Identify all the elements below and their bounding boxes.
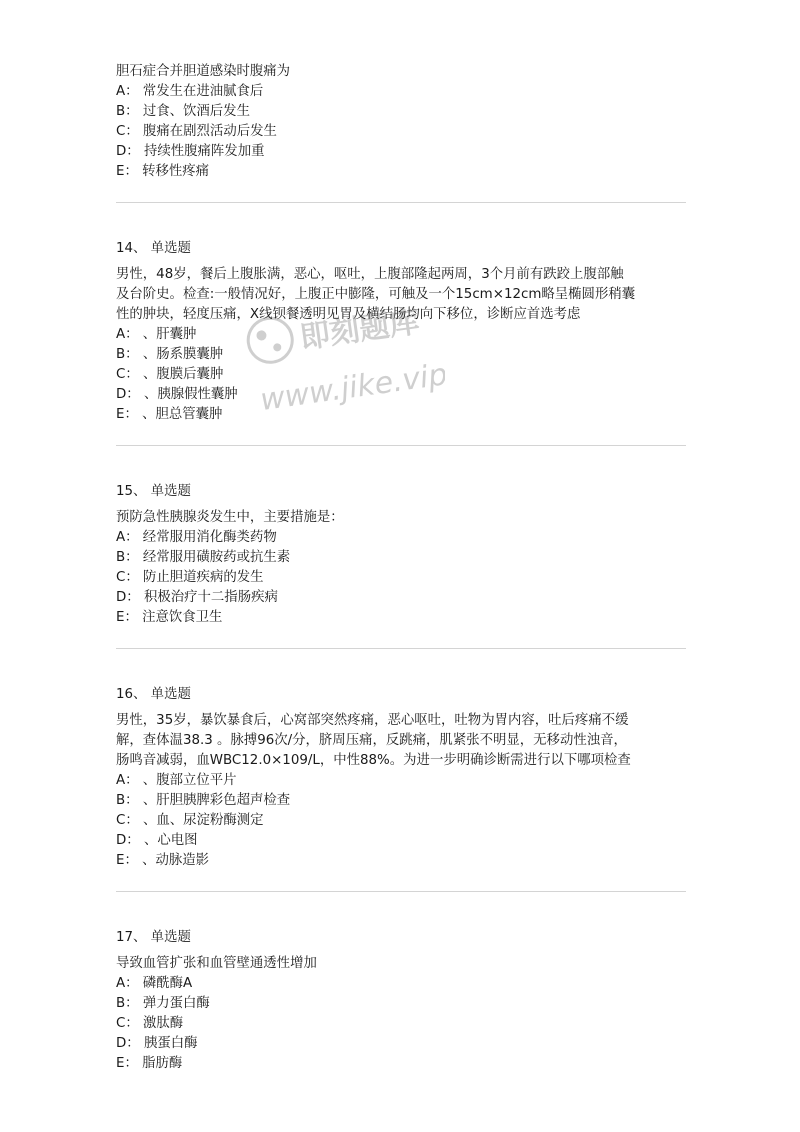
option-b[interactable]: B： 弹力蛋白酶 (116, 996, 210, 1011)
option-c[interactable]: C： 、血、尿淀粉酶测定 (116, 813, 264, 828)
option-d[interactable]: D： 胰蛋白酶 (116, 1036, 198, 1051)
option-c[interactable]: C： 防止胆道疾病的发生 (116, 570, 264, 585)
option-b[interactable]: B： 过食、饮酒后发生 (116, 104, 250, 119)
question-header: 15、 单选题 (116, 484, 191, 499)
option-e[interactable]: E： 转移性疼痛 (116, 164, 210, 179)
option-a[interactable]: A： 、腹部立位平片 (116, 773, 237, 788)
option-c[interactable]: C： 腹痛在剧烈活动后发生 (116, 124, 277, 139)
option-b[interactable]: B： 、肠系膜囊肿 (116, 347, 224, 362)
option-a[interactable]: A： 经常服用消化酶类药物 (116, 530, 277, 545)
question-header: 17、 单选题 (116, 930, 191, 945)
question-16 (116, 685, 686, 871)
question-stem-line: 男性，48岁，餐后上腹胀满，恶心，呕吐，上腹部隆起两周，3个月前有跌跤上腹部触 (116, 267, 624, 282)
question-stem: 预防急性胰腺炎发生中，主要措施是： (116, 510, 344, 525)
question-stem: 胆石症合并胆道感染时腹痛为 (116, 64, 291, 79)
option-a[interactable]: A： 、肝囊肿 (116, 327, 197, 342)
option-e[interactable]: E： 、动脉造影 (116, 853, 210, 868)
option-d[interactable]: D： 、胰腺假性囊肿 (116, 387, 238, 402)
watermark-url: www.jike.vip (258, 357, 445, 419)
option-e[interactable]: E： 、胆总管囊肿 (116, 407, 223, 422)
option-c[interactable]: C： 激肽酶 (116, 1016, 184, 1031)
option-c[interactable]: C： 、腹膜后囊肿 (116, 367, 224, 382)
exam-page (116, 62, 686, 1074)
question-14 (116, 239, 686, 425)
question-17 (116, 928, 686, 1074)
question-stem-line: 性的肿块，轻度压痛，X线钡餐透明见胃及横结肠均向下移位，诊断应首选考虑 (116, 307, 581, 322)
option-d[interactable]: D： 积极治疗十二指肠疾病 (116, 590, 278, 605)
divider (116, 648, 686, 649)
question-header: 16、 单选题 (116, 687, 191, 702)
question-stem-line: 肠鸣音减弱，血WBC12.0×109/L，中性88%。为进一步明确诊断需进行以下哪项检查 (116, 753, 631, 768)
option-e[interactable]: E： 注意饮食卫生 (116, 610, 223, 625)
question-stem-line: 及台阶史。检查:一般情况好，上腹正中膨隆，可触及一个15cm×12cm略呈椭圆形稍囊 (116, 287, 636, 302)
question-stem: 导致血管扩张和血管壁通透性增加 (116, 956, 317, 971)
question-header: 14、 单选题 (116, 241, 191, 256)
option-a[interactable]: A： 磷酰酶A (116, 976, 193, 991)
question-13 (116, 62, 686, 182)
option-b[interactable]: B： 、肝胆胰脾彩色超声检查 (116, 793, 291, 808)
watermark-brand: 即刻题库 (297, 304, 422, 356)
question-stem-line: 解，查体温38.3 。脉搏96次/分，脐周压痛，反跳痛，肌紧张不明显，无移动性浊音， (116, 733, 627, 748)
option-d[interactable]: D： 、心电图 (116, 833, 198, 848)
question-stem-line: 男性，35岁，暴饮暴食后，心窝部突然疼痛，恶心呕吐，吐物为胃内容，吐后疼痛不缓 (116, 713, 629, 728)
divider (116, 202, 686, 203)
option-a[interactable]: A： 常发生在进油腻食后 (116, 84, 264, 99)
divider (116, 445, 686, 446)
option-e[interactable]: E： 脂肪酶 (116, 1056, 183, 1071)
divider (116, 891, 686, 892)
option-b[interactable]: B： 经常服用磺胺药或抗生素 (116, 550, 291, 565)
question-15 (116, 482, 686, 628)
option-d[interactable]: D： 持续性腹痛阵发加重 (116, 144, 265, 159)
